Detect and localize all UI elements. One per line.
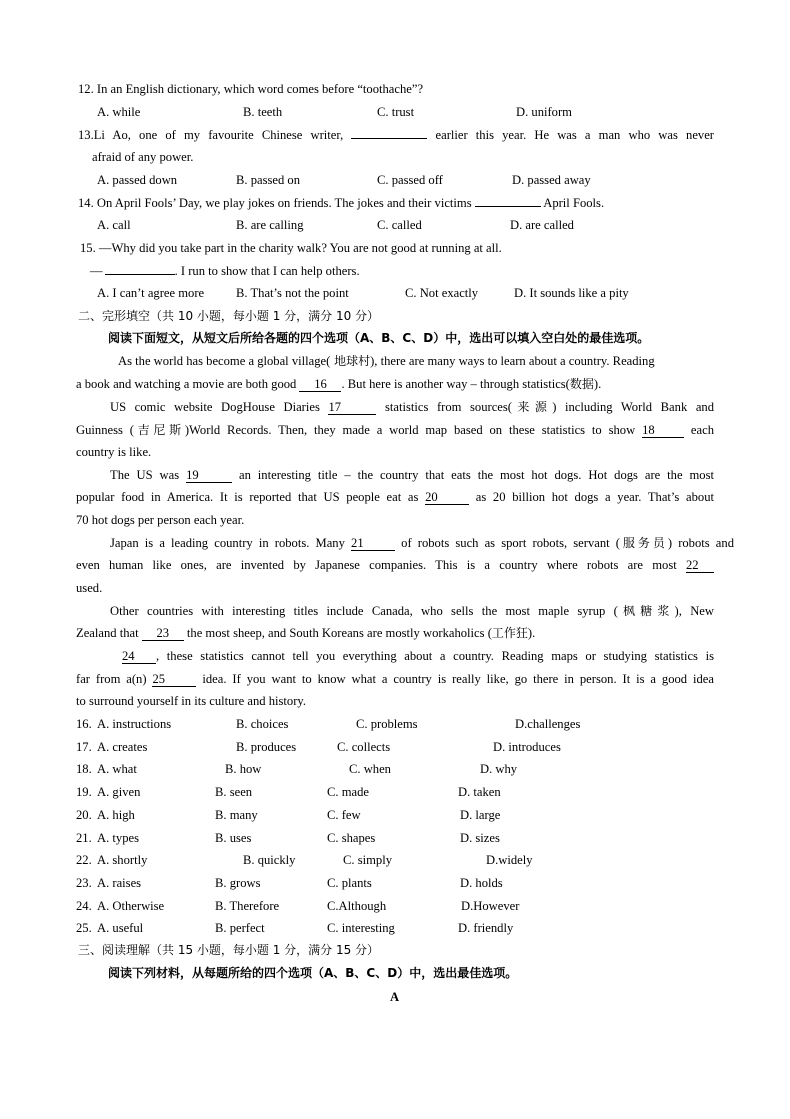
- q15-option-b: B. That’s not the point: [236, 286, 349, 300]
- cloze-option-c: C.Although: [327, 899, 387, 913]
- cloze-option-number: 22.: [76, 853, 92, 867]
- cloze-option-d: D. holds: [460, 876, 503, 890]
- cloze-option-d: D. large: [460, 808, 501, 822]
- cloze-option-b: B. perfect: [215, 921, 265, 935]
- cloze-option-c: C. collects: [337, 740, 391, 754]
- cloze-option-number: 17.: [76, 740, 92, 754]
- cloze-option-b: B. many: [215, 808, 258, 822]
- question-14: 14. On April Fools’ Day, we play jokes on friends. The jokes and their victims April Fools.: [78, 196, 605, 210]
- passage-p1-line1: As the world has become a global village( 地球村), there are many ways to learn about a country. Reading: [118, 354, 655, 368]
- cloze-option-c: C. simply: [343, 853, 392, 867]
- cloze-option-c: C. interesting: [327, 921, 395, 935]
- q13-blank: [351, 138, 427, 139]
- passage-p6-line1: 24 , these statistics cannot tell you everything about a country. Reading maps or studying statistics is: [122, 649, 714, 663]
- cloze-option-a: A. raises: [97, 876, 142, 890]
- question-15-line2: — . I run to show that I can help others.: [90, 264, 360, 278]
- cloze-option-d: D. sizes: [460, 831, 500, 845]
- cloze-option-a: A. high: [97, 808, 135, 822]
- q13-option-d: D. passed away: [512, 173, 591, 187]
- passage-p2-line2: Guinness (吉尼斯)World Records. Then, they made a world map based on these statistics to show 18 each: [76, 423, 714, 437]
- q14-option-a: A. call: [97, 218, 131, 232]
- cloze-option-c: C. few: [327, 808, 361, 822]
- passage-p5-line1: Other countries with interesting titles include Canada, who sells the most maple syrup (枫糖浆), New: [110, 604, 714, 618]
- passage-p6-line2: far from a(n) 25 idea. If you want to know what a country is really like, go there in person. It is a good idea: [76, 672, 714, 686]
- cloze-option-a: A. instructions: [97, 717, 172, 731]
- cloze-option-number: 16.: [76, 717, 92, 731]
- cloze-option-number: 25.: [76, 921, 92, 935]
- passage-p4-line1: Japan is a leading country in robots. Many 21 of robots such as sport robots, servant (服务员) robots and: [110, 536, 734, 550]
- question-13-line1: 13.Li Ao, one of my favourite Chinese writer, earlier this year. He was a man who was never: [78, 128, 714, 142]
- q15-blank: [105, 274, 175, 275]
- q15-option-d: D. It sounds like a pity: [514, 286, 629, 300]
- cloze-option-d: D.challenges: [515, 717, 581, 731]
- blank-16: 16: [299, 378, 341, 392]
- q12-option-c: C. trust: [377, 105, 415, 119]
- q12-option-d: D. uniform: [516, 105, 572, 119]
- cloze-option-number: 20.: [76, 808, 92, 822]
- cloze-option-c: C. made: [327, 785, 369, 799]
- question-12: 12. In an English dictionary, which word comes before “toothache”?: [78, 82, 424, 96]
- q13-option-c: C. passed off: [377, 173, 443, 187]
- cloze-option-a: A. useful: [97, 921, 144, 935]
- cloze-option-a: A. given: [97, 785, 141, 799]
- blank-17: 17: [328, 401, 376, 415]
- q12-option-a: A. while: [97, 105, 141, 119]
- cloze-option-b: B. grows: [215, 876, 261, 890]
- cloze-option-b: B. how: [225, 762, 262, 776]
- q12-option-b: B. teeth: [243, 105, 283, 119]
- passage-p2-line3: country is like.: [76, 445, 152, 459]
- passage-p2-line1: US comic website DogHouse Diaries 17 statistics from sources(来源) including World Bank and: [110, 400, 714, 414]
- blank-19: 19: [186, 469, 232, 483]
- cloze-option-b: B. choices: [236, 717, 289, 731]
- passage-p1-line2: a book and watching a movie are both good 16 . But here is another way – through statistics(数据).: [76, 377, 602, 391]
- question-15-line1: 15. —Why did you take part in the charity walk? You are not good at running at all.: [80, 241, 502, 255]
- passage-p6-line3: to surround yourself in its culture and history.: [76, 694, 307, 708]
- passage-p3-line2: popular food in America. It is reported that US people eat as 20 as 20 billion hot dogs a year. That’s about: [76, 490, 714, 504]
- cloze-option-b: B. quickly: [243, 853, 296, 867]
- cloze-option-d: D.widely: [486, 853, 533, 867]
- cloze-option-number: 23.: [76, 876, 92, 890]
- passage-p3-line3: 70 hot dogs per person each year.: [76, 513, 245, 527]
- q15-option-a: A. I can’t agree more: [97, 286, 205, 300]
- cloze-option-a: A. types: [97, 831, 139, 845]
- blank-23: 23: [142, 627, 184, 641]
- section-3-instruction: 阅读下列材料，从每题所给的四个选项（A、B、C、D）中，选出最佳选项。: [108, 966, 518, 980]
- section-2-instruction: 阅读下面短文，从短文后所给各题的四个选项（A、B、C、D）中，选出可以填入空白处的最佳选项。: [108, 331, 650, 345]
- cloze-option-a: A. shortly: [97, 853, 148, 867]
- passage-p4-line3: used.: [76, 581, 103, 595]
- cloze-option-c: C. when: [349, 762, 391, 776]
- passage-p5-line2: Zealand that 23 the most sheep, and South Koreans are mostly workaholics (工作狂).: [76, 626, 536, 640]
- cloze-option-a: A. creates: [97, 740, 148, 754]
- q15-option-c: C. Not exactly: [405, 286, 479, 300]
- cloze-option-d: D. friendly: [458, 921, 514, 935]
- cloze-option-number: 24.: [76, 899, 92, 913]
- cloze-option-b: B. uses: [215, 831, 252, 845]
- cloze-option-d: D. why: [480, 762, 518, 776]
- passage-p4-line2: even human like ones, are invented by Japanese companies. This is a country where robots are most 22: [76, 557, 714, 573]
- cloze-option-c: C. problems: [356, 717, 418, 731]
- cloze-option-number: 21.: [76, 831, 92, 845]
- cloze-option-b: B. Therefore: [215, 899, 280, 913]
- cloze-option-a: A. Otherwise: [97, 899, 165, 913]
- cloze-option-number: 19.: [76, 785, 92, 799]
- section-3-heading: 三、阅读理解（共 15 小题，每小题 1 分，满分 15 分）: [78, 943, 380, 957]
- reading-part-a-label: A: [390, 990, 400, 1004]
- blank-22: 22: [686, 559, 714, 573]
- blank-25: 25: [152, 673, 196, 687]
- blank-21: 21: [351, 537, 395, 551]
- blank-18: 18: [642, 424, 684, 438]
- cloze-option-c: C. plants: [327, 876, 372, 890]
- passage-p3-line1: The US was 19 an interesting title – the country that eats the most hot dogs. Hot dogs are the most: [110, 468, 714, 482]
- q13-option-b: B. passed on: [236, 173, 301, 187]
- cloze-option-d: D.However: [461, 899, 520, 913]
- cloze-option-c: C. shapes: [327, 831, 376, 845]
- blank-20: 20: [425, 491, 469, 505]
- cloze-option-b: B. produces: [236, 740, 297, 754]
- cloze-option-d: D. introduces: [493, 740, 561, 754]
- blank-24: 24: [122, 650, 156, 664]
- question-13-line2: afraid of any power.: [92, 150, 194, 164]
- cloze-option-number: 18.: [76, 762, 92, 776]
- q14-blank: [475, 206, 541, 207]
- section-2-heading: 二、完形填空（共 10 小题，每小题 1 分，满分 10 分）: [78, 309, 380, 323]
- cloze-option-d: D. taken: [458, 785, 501, 799]
- cloze-option-a: A. what: [97, 762, 137, 776]
- q14-option-d: D. are called: [510, 218, 574, 232]
- q13-option-a: A. passed down: [97, 173, 178, 187]
- cloze-option-b: B. seen: [215, 785, 253, 799]
- q14-option-b: B. are calling: [236, 218, 304, 232]
- q14-option-c: C. called: [377, 218, 422, 232]
